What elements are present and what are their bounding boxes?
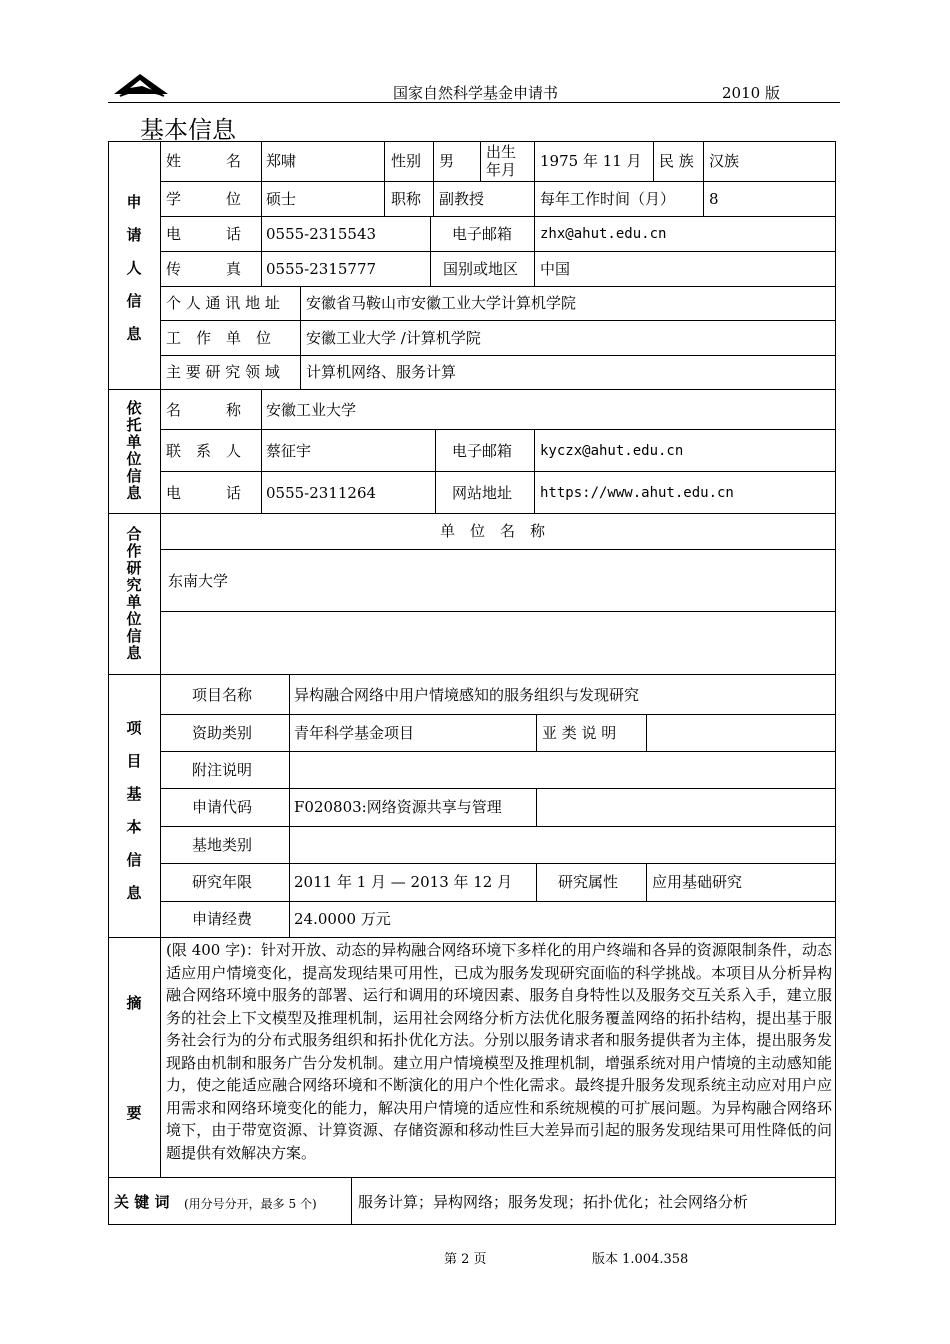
- fax-label: 传 真: [166, 260, 242, 278]
- group-column-divider: [160, 141, 161, 1177]
- header-rule: [108, 102, 840, 103]
- name-label: 姓 名: [166, 152, 242, 170]
- abstract-text: (限 400 字)：针对开放、动态的异构融合网络环境下多样化的用户终端和各异的资源限制条件，动态适应用户情境变化，提高发现结果可用性，已成为服务发现研究面临的科学挑战。本项目从分析异构融合网络环境中服务的部署、运行和调用的环境因素、服务自身特性以及服务交互关系入手，建立服务的社会上下文模型及推理机制，运用社会网络分析方法优化服务覆盖网络的拓扑结构，提出基于服务社会行为的分布式服务组织和拓扑优化方法。分别以服务请求者和服务提供者为主体，提出服务发现路由机制和服务广告分发机制。建立用户情境模型及推理机制，增强系统对用户情境的主动感知能力，使之能适应融合网络环境和不断演化的用户个性化需求。最终提升服务发现系统主动应对用户应用需求和网络环境变化的能力，解决用户情境的适应性和系统规模的可扩展问题。为异构融合网络环境下，由于带宽资源、计算资源、存储资源和移动性巨大差异而引起的服务发现结果可用性降低的问题提供有效解决方案。: [166, 941, 832, 1162]
- period-value: 2011 年 1 月 — 2013 年 12 月: [294, 873, 513, 891]
- partner-unit-1: 东南大学: [168, 572, 229, 590]
- project-name-label: 项目名称: [192, 686, 253, 704]
- worktime-value: 8: [709, 190, 719, 208]
- birth-value: 1975 年 11 月: [540, 152, 642, 170]
- project-name-value: 异构融合网络中用户情境感知的服务组织与发现研究: [294, 686, 640, 704]
- period-label: 研究年限: [192, 873, 253, 891]
- code-label: 申请代码: [192, 798, 253, 816]
- project-group-label: 项 目 基 本 信 息: [126, 719, 142, 902]
- host-name-label: 名 称: [166, 401, 242, 419]
- keywords-hint: (用分号分开，最多 5 个): [184, 1197, 317, 1211]
- host-group-label: 依 托 单 位 信 息: [126, 399, 142, 502]
- note-label: 附注说明: [192, 761, 253, 779]
- birth-label: 出生年月: [486, 143, 517, 179]
- host-email-label: 电子邮箱: [452, 442, 513, 460]
- email-value: zhx@ahut.edu.cn: [540, 226, 667, 242]
- footer-version: 版本 1.004.358: [592, 1252, 689, 1267]
- attr-value: 应用基础研究: [652, 873, 743, 891]
- phone-label: 电 话: [166, 225, 242, 243]
- keywords-label: 关 键 词: [114, 1193, 170, 1211]
- worktime-label: 每年工作时间（月）: [540, 190, 676, 208]
- budget-value: 24.0000 万元: [294, 910, 391, 928]
- host-contact-label: 联 系 人: [166, 442, 242, 460]
- code-value: F020803:网络资源共享与管理: [294, 798, 502, 816]
- workunit-value: 安徽工业大学 /计算机学院: [306, 329, 481, 347]
- country-value: 中国: [540, 260, 571, 278]
- degree-label: 学 位: [166, 190, 242, 208]
- subtype-label: 亚 类 说 明: [542, 724, 617, 742]
- budget-label: 申请经费: [192, 910, 253, 928]
- partner-unit-header: 单 位 名 称: [440, 522, 546, 540]
- country-label: 国别或地区: [443, 260, 519, 278]
- title-label: 职称: [391, 190, 422, 208]
- footer-page: 第 2 页: [444, 1252, 487, 1267]
- header-version: 2010 版: [722, 84, 780, 102]
- gender-value: 男: [439, 152, 455, 170]
- host-name-value: 安徽工业大学: [266, 401, 357, 419]
- gender-label: 性别: [391, 152, 422, 170]
- applicant-group-label: 申 请 人 信 息: [126, 193, 142, 343]
- address-label: 个 人 通 讯 地 址: [166, 294, 280, 312]
- host-site-label: 网站地址: [452, 484, 513, 502]
- degree-value: 硕士: [266, 190, 297, 208]
- email-label: 电子邮箱: [452, 225, 513, 243]
- header-title: 国家自然科学基金申请书: [393, 84, 559, 102]
- funding-label: 资助类别: [192, 724, 253, 742]
- base-label: 基地类别: [192, 836, 253, 854]
- nsfc-logo-icon: [112, 68, 170, 98]
- title-value: 副教授: [439, 190, 485, 208]
- ethnicity-label: 民 族: [659, 152, 694, 170]
- section-title: 基本信息: [140, 116, 236, 144]
- abstract-group-label-bottom: 要: [126, 1104, 142, 1122]
- host-phone-value: 0555-2311264: [266, 484, 377, 502]
- host-contact-value: 蔡征宇: [266, 442, 312, 460]
- ethnicity-value: 汉族: [709, 152, 740, 170]
- fax-value: 0555-2315777: [266, 260, 377, 278]
- host-email-value: kyczx@ahut.edu.cn: [540, 443, 684, 459]
- attr-label: 研究属性: [558, 873, 619, 891]
- keywords-value: 服务计算；异构网络；服务发现；拓扑优化；社会网络分析: [358, 1193, 749, 1211]
- name-value: 郑啸: [266, 152, 297, 170]
- workunit-label: 工 作 单 位: [166, 329, 272, 347]
- funding-value: 青年科学基金项目: [294, 724, 415, 742]
- phone-value: 0555-2315543: [266, 225, 377, 243]
- host-phone-label: 电 话: [166, 484, 242, 502]
- address-value: 安徽省马鞍山市安徽工业大学计算机学院: [306, 294, 577, 312]
- abstract-group-label-top: 摘: [126, 994, 142, 1012]
- partner-group-label: 合 作 研 究 单 位 信 息: [126, 525, 142, 662]
- field-value: 计算机网络、服务计算: [306, 363, 457, 381]
- host-site-value: https://www.ahut.edu.cn: [540, 485, 734, 501]
- field-label: 主 要 研 究 领 域: [166, 363, 280, 381]
